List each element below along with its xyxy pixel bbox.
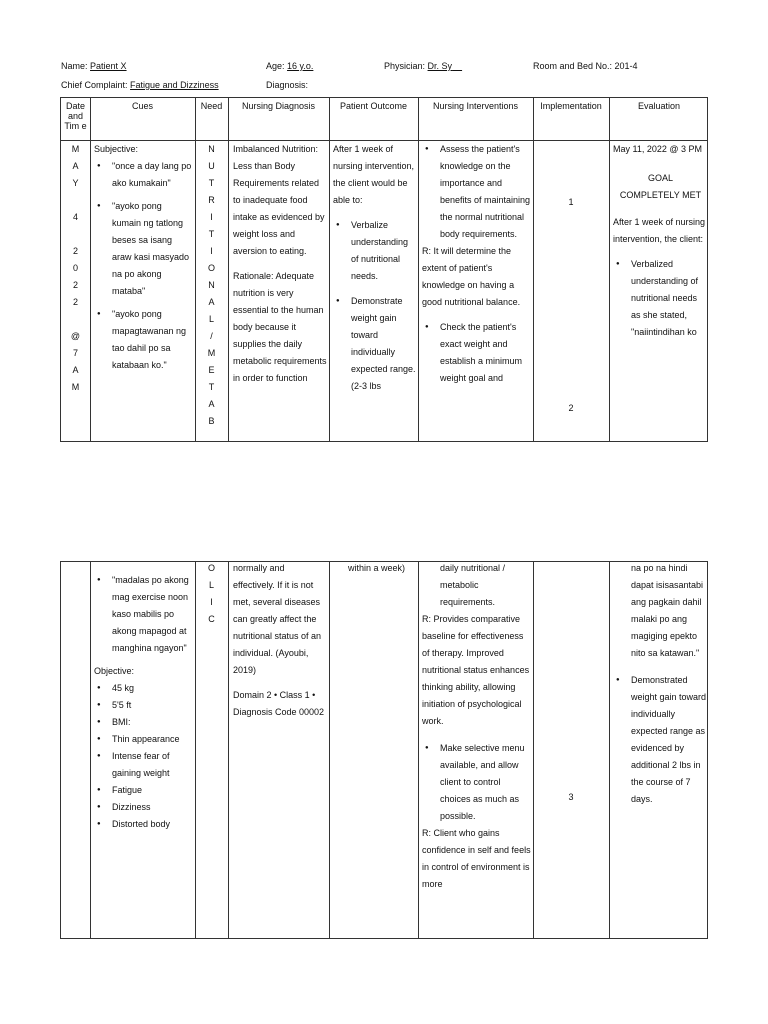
- evaluation-intro: After 1 week of nursing intervention, the client:: [613, 217, 706, 244]
- physician-value: Dr. Sy: [427, 61, 453, 71]
- nursing-interventions-cell: [422, 141, 532, 441]
- date-cell: M A Y 4 2 0 2 2 @ 7 A M: [70, 144, 81, 392]
- col-header-evaluation: Evaluation: [637, 101, 681, 111]
- need-cell: N U T R I T I O N A L / M E T A B: [207, 144, 216, 426]
- objective-item: ● Intense fear of gaining weight: [94, 748, 192, 782]
- implementation-number: 3: [568, 792, 574, 802]
- objective-item: ● 5'5 ft: [94, 697, 192, 714]
- diagnosis-text: Imbalanced Nutrition: Less than Body Requirements related to inadequate food intake as evidenced by weight loss and aversion to eating.: [233, 144, 325, 256]
- age-value: 16 y.o.: [287, 61, 314, 71]
- evaluation-goal: GOAL COMPLETELY MET: [619, 173, 702, 200]
- cue-item: ● "once a day lang po ako kumakain": [94, 158, 192, 192]
- cue-item: ● "madalas po akong mag exercise noon kaso mabilis po akong mapagod at manghina ngayon": [94, 572, 192, 657]
- complaint-value: Fatigue and Dizziness: [130, 80, 219, 90]
- physician-field: [384, 61, 462, 71]
- room-field: Room and Bed No.: 201-4: [533, 61, 638, 71]
- objective-item: ● Dizziness: [94, 799, 192, 816]
- nursing-diagnosis-cell-continued: [233, 560, 327, 930]
- outcome-item: ● Verbalize understanding of nutritional needs.: [333, 217, 417, 285]
- col-header-patient-outcome: Patient Outcome: [339, 101, 408, 111]
- cues-cell-continued: [94, 572, 192, 938]
- evaluation-item: ● Verbalized understanding of nutritional needs as she stated, "naiintindihan ko: [613, 256, 708, 341]
- chief-complaint-field: [61, 80, 219, 90]
- outcome-continued: within a week): [348, 563, 406, 573]
- domain-text: Domain 2 • Class 1 • Diagnosis Code 00002: [233, 690, 325, 717]
- objective-item: ● Fatigue: [94, 782, 192, 799]
- cues-cell: [94, 141, 192, 441]
- rationale-text: Rationale: Adequate nutrition is very essential to the human body because it supplies the daily metabolic requirements in order to function: [233, 271, 327, 383]
- implementation-number: 1: [568, 197, 574, 207]
- intervention-item: ● Assess the patient's knowledge on the importance and benefits of maintaining the normal nutritional body requirements.: [422, 141, 532, 243]
- need-cell-continued: O L I C: [207, 563, 215, 624]
- name-field: [61, 61, 127, 71]
- care-plan-table-page2: [60, 561, 708, 939]
- evaluation-cell: [613, 141, 708, 441]
- intervention-rationale: R: It will determine the extent of patient's knowledge on having a good nutritional balance.: [422, 246, 521, 307]
- nursing-diagnosis-cell: [233, 141, 327, 441]
- col-header-need: Need: [200, 101, 223, 111]
- name-value: Patient X: [90, 61, 127, 71]
- objective-item: ● BMI:: [94, 714, 192, 731]
- evaluation-cell-continued: [613, 560, 708, 938]
- intervention-continued: daily nutritional / metabolic requirements.: [440, 563, 506, 607]
- objective-item: ● Distorted body: [94, 816, 192, 833]
- col-header-cues: Cues: [131, 101, 153, 111]
- subjective-heading: Subjective:: [94, 144, 139, 154]
- col-header-date: Date and Tim e: [64, 101, 87, 131]
- age-label: Age:: [266, 61, 285, 71]
- implementation-number: 2: [568, 403, 574, 413]
- name-label: Name:: [61, 61, 88, 71]
- intervention-item: ● Check the patient's exact weight and establish a minimum weight goal and: [422, 319, 532, 387]
- objective-item: ● Thin appearance: [94, 731, 192, 748]
- intervention-rationale: R: Provides comparative baseline for effectiveness of therapy. Improved nutritional status enhances thinking ability, allowing initiation of psychological work.: [422, 614, 530, 726]
- age-field: [266, 61, 313, 71]
- cue-item: ● "ayoko pong kumain ng tatlong beses sa isang araw kasi masyado na po akong mataba": [94, 198, 192, 300]
- nursing-interventions-cell-continued: [422, 560, 532, 938]
- care-plan-table-page1: [60, 97, 708, 442]
- evaluation-date: May 11, 2022 @ 3 PM: [613, 144, 703, 154]
- cue-item: ● "ayoko pong mapagtawanan ng tao dahil po sa katabaan ko.": [94, 306, 192, 374]
- col-header-nursing-diagnosis: Nursing Diagnosis: [241, 101, 316, 111]
- diagnosis-field: Diagnosis:: [266, 80, 309, 90]
- diagnosis-text-continued: normally and effectively. If it is not met, several diseases can greatly affect the nutritional status of an individual. (Ayoubi, 2019): [233, 563, 322, 675]
- col-header-implementation: Implementation: [540, 101, 602, 111]
- objective-item: ● 45 kg: [94, 680, 192, 697]
- intervention-item: ● Make selective menu available, and allow client to control choices as much as possible.: [422, 740, 532, 825]
- col-header-nursing-interventions: Nursing Interventions: [432, 101, 519, 111]
- outcome-intro: After 1 week of nursing intervention, the client would be able to:: [333, 144, 415, 205]
- outcome-item: ● Demonstrate weight gain toward individually expected range. (2-3 lbs: [333, 293, 417, 395]
- physician-label: Physician:: [384, 61, 426, 71]
- patient-outcome-cell: [333, 141, 417, 441]
- intervention-rationale: R: Client who gains confidence in self and feels in control of environment is more: [422, 828, 531, 889]
- evaluation-item: ● Demonstrated weight gain toward individually expected range as evidenced by additional 2 lbs in the course of 7 days.: [613, 672, 708, 808]
- complaint-label: Chief Complaint:: [61, 80, 128, 90]
- objective-heading: Objective:: [94, 666, 135, 676]
- evaluation-continued: na po na hindi dapat isisasantabi ang pagkain dahil malaki po ang magiging epekto nito sa katawan.": [631, 563, 704, 658]
